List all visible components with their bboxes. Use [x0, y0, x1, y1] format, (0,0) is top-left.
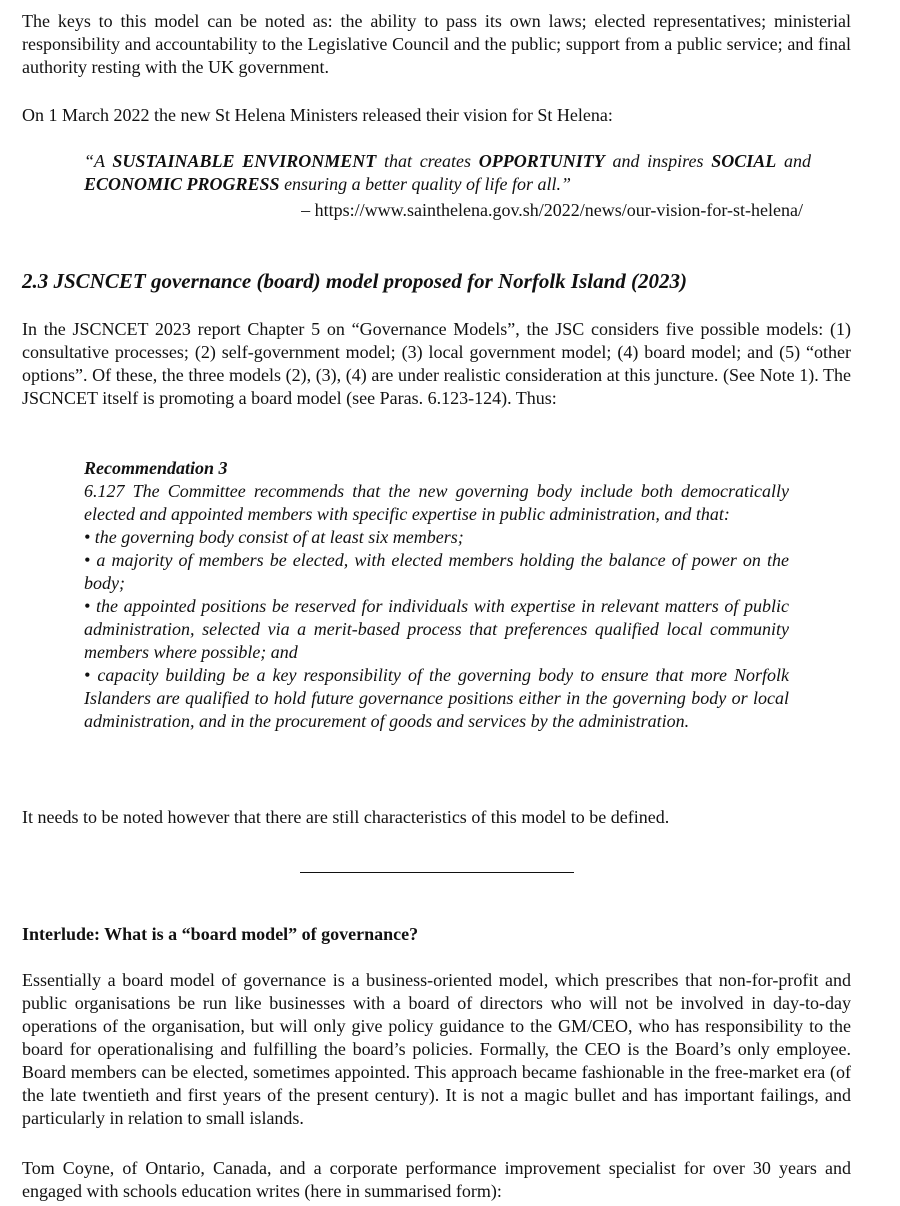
- intro-paragraph: The keys to this model can be noted as: the ability to pass its own laws; elected representatives; ministerial responsibility and accountability to the Legislative Council and the public; support from a public service; and final authority resting with the UK government.: [22, 11, 851, 77]
- vision-quote-source: – https://www.sainthelena.gov.sh/2022/news/our-vision-for-st-helena/: [301, 200, 803, 220]
- section-divider: [300, 872, 574, 873]
- recommendation-block: [84, 457, 789, 733]
- note-paragraph: It needs to be noted however that there are still characteristics of this model to be defined.: [22, 807, 670, 827]
- recommendation-bullet: • capacity building be a key responsibility of the governing body to ensure that more Norfolk Islanders are qualified to hold future governance positions either in the governing body or local administration, and in the procurement of goods and services by the administration.: [84, 665, 789, 731]
- coyne-paragraph: Tom Coyne, of Ontario, Canada, and a corporate performance improvement specialist for over 30 years and engaged with schools education writes (here in summarised form):: [22, 1158, 851, 1201]
- board-model-paragraph: Essentially a board model of governance is a business-oriented model, which prescribes that non-for-profit and public organisations be run like businesses with a board of directors who will not be involved in day-to-day operations of the organisation, but will only give policy guidance to the GM/CEO, who has responsibility to the board for operationalising and fulfilling the board’s policies. Formally, the CEO is the Board’s only employee. Board members can be elected, sometimes appointed. This approach became fashionable in the free-market era (of the late twentieth and first years of the present century). It is not a magic bullet and has important failings, and particularly in relation to small islands.: [22, 970, 851, 1128]
- vision-quote: “A SUSTAINABLE ENVIRONMENT that creates OPPORTUNITY and inspires SOCIAL and ECONOMIC PROGRESS ensuring a better quality of life for all.”: [84, 151, 812, 194]
- recommendation-bullet: • the governing body consist of at least six members;: [84, 527, 464, 547]
- jsc-paragraph: In the JSCNCET 2023 report Chapter 5 on “Governance Models”, the JSC considers five possible models: (1) consultative processes; (2) self-government model; (3) local government model; (4) board model; and (5) “other options”. Of these, the three models (2), (3), (4) are under realistic consideration at this juncture. (See Note 1). The JSCNCET itself is promoting a board model (see Paras. 6.123-124). Thus:: [22, 319, 851, 408]
- recommendation-bullet: • the appointed positions be reserved for individuals with expertise in relevant matters of public administration, selected via a merit-based process that preferences qualified local community members where possible; and: [84, 596, 789, 662]
- interlude-heading: Interlude: What is a “board model” of governance?: [22, 924, 419, 944]
- recommendation-bullet: • a majority of members be elected, with elected members holding the balance of power on the body;: [84, 550, 789, 593]
- vision-intro-paragraph: On 1 March 2022 the new St Helena Ministers released their vision for St Helena:: [22, 105, 613, 125]
- section-heading: 2.3 JSCNCET governance (board) model proposed for Norfolk Island (2023): [22, 269, 687, 293]
- recommendation-title: Recommendation 3: [84, 458, 228, 478]
- recommendation-intro: 6.127 The Committee recommends that the new governing body include both democratically elected and appointed members with specific expertise in public administration, and that:: [84, 481, 789, 524]
